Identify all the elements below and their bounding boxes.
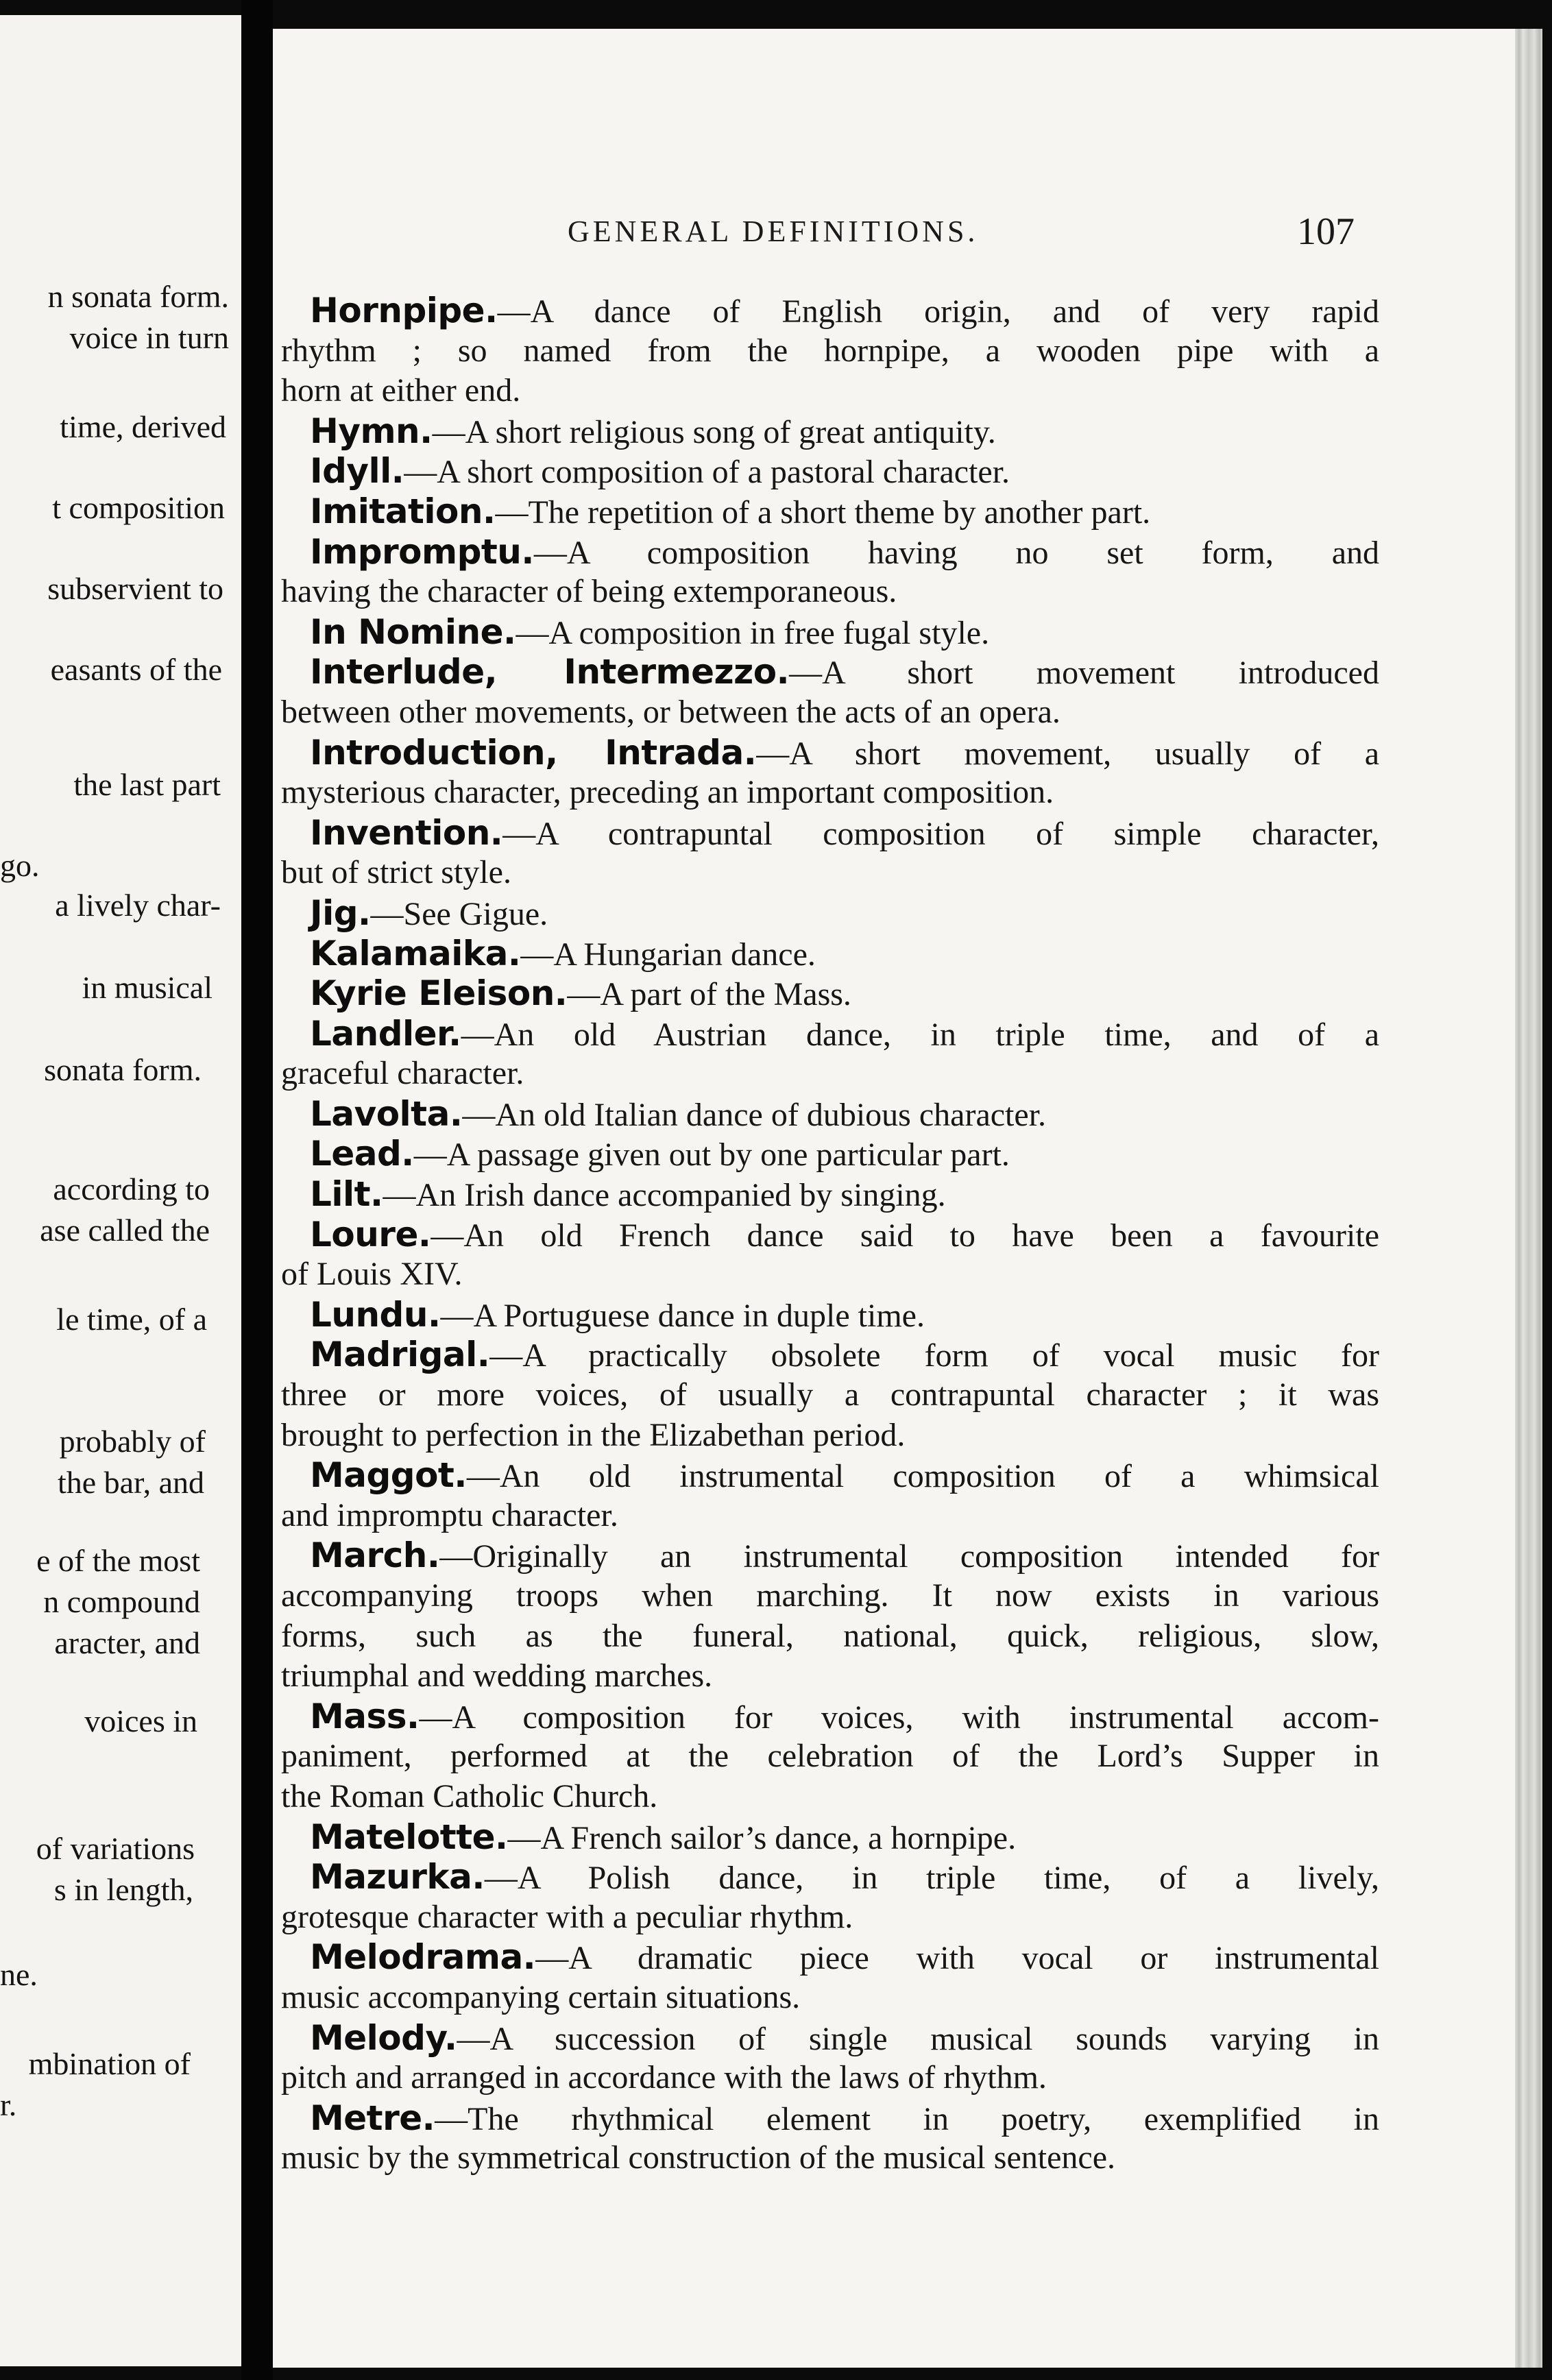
definition-term: Introduction, Intrada.	[310, 732, 757, 773]
definition-entry	[281, 973, 1379, 1014]
definition-line	[281, 451, 1379, 491]
definition-text: —A short religious song of great antiquity.	[432, 413, 996, 450]
definition-line	[281, 1616, 1379, 1657]
definition-line	[281, 1295, 1379, 1335]
left-page-line: ne.	[0, 1957, 38, 1992]
definition-line	[281, 813, 1379, 853]
left-page-line: aracter, and	[54, 1625, 200, 1660]
definition-entry	[281, 733, 1379, 813]
definition-line	[281, 2058, 1379, 2098]
definition-entry	[281, 1535, 1379, 1696]
definition-entry	[281, 1014, 1379, 1094]
definition-line	[281, 1857, 1379, 1897]
definition-entry	[281, 813, 1379, 893]
left-page-line: go.	[0, 848, 40, 883]
definition-text: —A part of the Mass.	[567, 976, 851, 1013]
definition-term: Matelotte.	[310, 1817, 508, 1857]
definition-text: mysterious character, preceding an important composition.	[281, 774, 1054, 811]
definition-line	[281, 1375, 1379, 1416]
left-page-line: e of the most	[36, 1543, 200, 1578]
left-page-line: mbination of	[28, 2046, 191, 2081]
definition-text: —A dramatic piece with vocal or instrumental	[535, 1940, 1379, 1977]
definition-line	[281, 1736, 1379, 1777]
left-page-line: the last part	[73, 767, 221, 802]
definition-line	[281, 612, 1379, 653]
left-page-line: le time, of a	[56, 1302, 207, 1337]
definition-entry	[281, 1295, 1379, 1335]
definition-term: Kalamaika.	[310, 933, 521, 973]
definition-text: —A Portuguese dance in duple time.	[440, 1297, 925, 1334]
definition-text: having the character of being extemporaneous.	[281, 573, 897, 610]
definition-text: —A composition for voices, with instrumental accom-	[419, 1699, 1379, 1736]
definition-entry	[281, 2018, 1379, 2098]
definition-text: pitch and arranged in accordance with the laws of rhythm.	[281, 2059, 1047, 2096]
definition-entry	[281, 652, 1379, 732]
definition-line	[281, 652, 1379, 692]
definition-term: Imitation.	[310, 491, 496, 531]
left-page-line: probably of	[59, 1424, 206, 1459]
definition-term: Mass.	[310, 1696, 420, 1736]
definition-text: —An old French dance said to have been a favourite	[431, 1217, 1379, 1254]
definition-line	[281, 2098, 1379, 2139]
definition-term: Maggot.	[310, 1455, 467, 1496]
definition-term: In Nomine.	[310, 611, 516, 652]
definition-term: Madrigal.	[310, 1335, 490, 1375]
definition-entry	[281, 1455, 1379, 1535]
left-page-line: s in length,	[53, 1872, 193, 1907]
definition-term: Idyll.	[310, 451, 404, 491]
definition-line	[281, 2138, 1379, 2178]
definition-line	[281, 1656, 1379, 1697]
definition-text: triumphal and wedding marches.	[281, 1657, 713, 1695]
definition-entry	[281, 1857, 1379, 1937]
definition-entry	[281, 1215, 1379, 1295]
definition-text: —An Irish dance accompanied by singing.	[383, 1177, 946, 1214]
definition-term: Lundu.	[310, 1294, 441, 1335]
definition-line	[281, 1455, 1379, 1496]
definition-line	[281, 853, 1379, 893]
definition-line	[281, 1978, 1379, 2018]
definition-line	[281, 371, 1379, 411]
definition-text: —A dance of English origin, and of very rapid	[497, 293, 1379, 330]
definition-term: Lavolta.	[310, 1093, 463, 1134]
definition-text: —The rhythmical element in poetry, exemplified in	[435, 2100, 1379, 2137]
definition-entry	[281, 451, 1379, 491]
left-page-line: in musical	[82, 970, 213, 1005]
definitions-list	[281, 291, 1379, 2178]
definition-entry	[281, 411, 1379, 452]
definition-entry	[281, 934, 1379, 974]
definition-entry	[281, 491, 1379, 532]
definition-term: Hornpipe.	[310, 291, 498, 330]
definition-text: and impromptu character.	[281, 1496, 618, 1533]
definition-text: —An old instrumental composition of a whimsical	[466, 1458, 1379, 1495]
definition-text: —A practically obsolete form of vocal music for	[489, 1337, 1379, 1374]
definition-entry	[281, 2098, 1379, 2178]
definition-line	[281, 1174, 1379, 1215]
definition-term: Invention.	[310, 812, 503, 853]
definition-line	[281, 331, 1379, 372]
definition-text: brought to perfection in the Elizabethan period.	[281, 1416, 906, 1453]
definition-line	[281, 973, 1379, 1014]
definition-entry	[281, 1937, 1379, 2017]
definition-entry	[281, 1697, 1379, 1817]
definition-line	[281, 1134, 1379, 1174]
left-page-line: n compound	[43, 1584, 200, 1619]
page-edge-stack	[1515, 29, 1542, 2368]
definition-text: —A composition having no set form, and	[533, 534, 1379, 571]
definition-text: —A short composition of a pastoral character.	[404, 454, 1010, 491]
definition-entry	[281, 1134, 1379, 1174]
definition-term: March.	[310, 1535, 440, 1576]
definition-line	[281, 773, 1379, 813]
definition-line	[281, 934, 1379, 974]
definition-text: —A French sailor’s dance, a hornpipe.	[507, 1819, 1017, 1856]
definition-term: Lead.	[310, 1134, 414, 1174]
definition-line	[281, 2018, 1379, 2059]
left-page-line: a lively char-	[55, 888, 221, 923]
definition-text: horn at either end.	[281, 372, 521, 409]
left-page-line: t composition	[52, 490, 225, 525]
definition-line	[281, 532, 1379, 572]
definition-text: —See Gigue.	[370, 895, 548, 932]
definition-line	[281, 1014, 1379, 1054]
definition-text: rhythm ; so named from the hornpipe, a wooden pipe with a	[281, 332, 1379, 369]
definition-text: —An old Italian dance of dubious character.	[462, 1096, 1047, 1133]
definition-text: —A short movement introduced	[789, 655, 1379, 692]
definition-line	[281, 411, 1379, 452]
definition-line	[281, 733, 1379, 773]
definition-text: —The repetition of a short theme by another part.	[495, 494, 1151, 531]
definition-line	[281, 1535, 1379, 1576]
definition-entry	[281, 612, 1379, 653]
definition-text: music by the symmetrical construction of the musical sentence.	[281, 2139, 1115, 2176]
definition-term: Lilt.	[310, 1174, 383, 1215]
definition-line	[281, 1937, 1379, 1978]
definition-entry	[281, 532, 1379, 612]
definition-line	[281, 1576, 1379, 1616]
left-page-line: n sonata form.	[47, 279, 229, 314]
right-page	[273, 29, 1515, 2368]
left-page-line: according to	[53, 1171, 210, 1206]
definition-term: Interlude, Intermezzo.	[310, 652, 790, 692]
definition-text: —A Polish dance, in triple time, of a lively,	[484, 1860, 1379, 1897]
definition-entry	[281, 1817, 1379, 1858]
definition-text: three or more voices, of usually a contrapuntal character ; it was	[281, 1376, 1379, 1413]
definition-entry	[281, 291, 1379, 411]
definition-line	[281, 1897, 1379, 1938]
left-page-line: r.	[0, 2087, 17, 2122]
definition-text: —A Hungarian dance.	[520, 936, 816, 973]
page-header-title: GENERAL DEFINITIONS.	[568, 215, 979, 248]
definition-text: —A contrapuntal composition of simple character,	[502, 815, 1379, 852]
left-page-line: voices in	[84, 1703, 197, 1738]
definition-entry	[281, 893, 1379, 934]
definition-text: —A composition in free fugal style.	[516, 614, 990, 651]
definition-line	[281, 1215, 1379, 1255]
definition-text: —A short movement, usually of a	[756, 735, 1380, 772]
left-page-line: voice in turn	[69, 320, 229, 355]
definition-text: graceful character.	[281, 1055, 524, 1092]
definition-line	[281, 1697, 1379, 1737]
definition-line	[281, 1777, 1379, 1817]
definition-term: Loure.	[310, 1214, 431, 1254]
definition-line	[281, 491, 1379, 532]
left-page-line: easants of the	[50, 652, 222, 687]
definition-text: —A passage given out by one particular part.	[413, 1137, 1010, 1174]
left-page-line: time, derived	[60, 409, 226, 444]
running-head	[273, 210, 1515, 255]
definition-text: between other movements, or between the acts of an opera.	[281, 693, 1060, 730]
page-number: 107	[1297, 210, 1355, 253]
definition-term: Jig.	[310, 892, 371, 933]
definition-entry	[281, 1174, 1379, 1215]
book-spine	[241, 0, 273, 2380]
definition-entry	[281, 1335, 1379, 1455]
definition-entry	[281, 1094, 1379, 1134]
left-page-line: sonata form.	[44, 1052, 202, 1087]
definition-line	[281, 1496, 1379, 1536]
definition-text: —An old Austrian dance, in triple time, and of a	[461, 1016, 1379, 1053]
definition-line	[281, 893, 1379, 934]
definition-term: Landler.	[310, 1013, 461, 1054]
definition-line	[281, 291, 1379, 331]
definition-text: grotesque character with a peculiar rhythm.	[281, 1898, 853, 1935]
definition-line	[281, 1817, 1379, 1858]
definition-text: the Roman Catholic Church.	[281, 1777, 658, 1814]
left-page-line: subservient to	[47, 571, 223, 606]
definition-term: Kyrie Eleison.	[310, 973, 568, 1014]
definition-text: but of strict style.	[281, 854, 511, 891]
definition-term: Mazurka.	[310, 1857, 485, 1897]
definition-term: Hymn.	[310, 411, 433, 451]
definition-text: accompanying troops when marching. It now exists in various	[281, 1577, 1379, 1614]
definition-line	[281, 1416, 1379, 1456]
definition-text: —A succession of single musical sounds varying in	[457, 2020, 1379, 2057]
definition-line	[281, 572, 1379, 612]
definition-term: Metre.	[310, 2098, 435, 2138]
definition-line	[281, 1335, 1379, 1375]
left-page-line: of variations	[36, 1831, 195, 1866]
definition-text: of Louis XIV.	[281, 1256, 463, 1293]
left-page-line: ase called the	[40, 1213, 210, 1248]
left-page-fragment	[0, 15, 241, 2366]
definition-term: Impromptu.	[310, 531, 534, 572]
definition-text: —Originally an instrumental composition intended for	[439, 1538, 1379, 1575]
definition-line	[281, 1254, 1379, 1295]
definition-text: forms, such as the funeral, national, quick, religious, slow,	[281, 1617, 1379, 1654]
definition-term: Melody.	[310, 2017, 457, 2058]
definition-line	[281, 692, 1379, 733]
definition-line	[281, 1054, 1379, 1094]
definition-line	[281, 1094, 1379, 1134]
definition-text: music accompanying certain situations.	[281, 1978, 801, 2015]
definition-text: paniment, performed at the celebration of the Lord’s Supper in	[281, 1738, 1379, 1775]
left-page-line: the bar, and	[57, 1465, 204, 1500]
definition-term: Melodrama.	[310, 1937, 536, 1978]
